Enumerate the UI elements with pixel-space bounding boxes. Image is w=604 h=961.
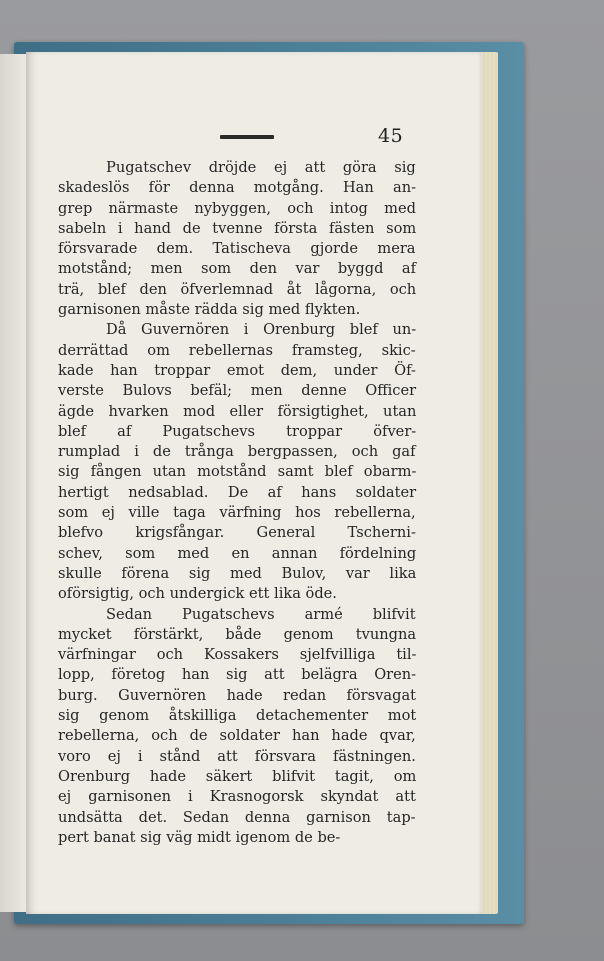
- text-line: som ej ville taga värfning hos rebellerna,: [58, 504, 416, 522]
- text-line: blef af Pugatschevs troppar öfver-: [58, 422, 417, 440]
- text-line: rumplad i de trånga bergpassen, och gaf: [58, 443, 416, 461]
- text-line: ej garnisonen i Krasnogorsk skyndat att: [58, 788, 416, 806]
- body-text: [58, 158, 416, 848]
- text-line: verste Bulovs befäl; men denne Officer: [58, 382, 417, 400]
- text-line: burg. Guvernören hade redan försvagat: [58, 686, 417, 704]
- text-line: mycket förstärkt, både genom tvungna: [58, 625, 417, 643]
- header-rule: [220, 135, 274, 139]
- text-line: rebellerna, och de soldater han hade qvar,: [58, 727, 416, 745]
- page-number: 45: [378, 125, 404, 147]
- text-line: Orenburg hade säkert blifvit tagit, om: [58, 767, 417, 785]
- text-line: garnisonen måste rädda sig med flykten.: [58, 301, 361, 319]
- text-line: Sedan Pugatschevs armé blifvit: [106, 605, 416, 623]
- text-line: undsätta det. Sedan denna garnison tap-: [58, 808, 416, 826]
- text-line: trä, blef den öfverlemnad åt lågorna, och: [58, 280, 417, 298]
- text-line: Då Guvernören i Orenburg blef un-: [106, 321, 417, 339]
- text-line: pert banat sig väg midt igenom de be-: [58, 828, 341, 846]
- text-line: derrättad om rebellernas framsteg, skic-: [58, 341, 416, 359]
- text-line: motstånd; men som den var byggd af: [58, 260, 417, 278]
- text-line: sig fången utan motstånd samt blef obarm-: [58, 463, 417, 481]
- text-line: schev, som med en annan fördelning: [58, 544, 417, 562]
- text-line: sabeln i hand de tvenne första fästen som: [58, 219, 417, 237]
- text-line: oförsigtig, och undergick ett lika öde.: [58, 585, 337, 603]
- text-line: lopp, företog han sig att belägra Oren-: [58, 666, 417, 684]
- text-line: värfningar och Kossakers sjelfvilliga til-: [58, 646, 417, 664]
- text-line: försvarade dem. Tatischeva gjorde mera: [58, 240, 416, 258]
- text-line: voro ej i stånd att försvara fästningen.: [58, 747, 416, 765]
- text-line: kade han troppar emot dem, under Öf-: [58, 361, 416, 379]
- text-line: ägde hvarken mod eller försigtighet, utan: [58, 402, 417, 420]
- text-line: skadeslös för denna motgång. Han an-: [58, 179, 417, 197]
- text-line: hertigt nedsablad. De af hans soldater: [58, 483, 417, 501]
- previous-page-edge: [0, 54, 27, 912]
- text-line: Pugatschev dröjde ej att göra sig: [106, 159, 416, 176]
- text-line: skulle förena sig med Bulov, var lika: [58, 564, 417, 582]
- text-line: grep närmaste nybyggen, och intog med: [58, 199, 416, 217]
- text-line: sig genom åtskilliga detachementer mot: [58, 707, 417, 725]
- text-line: blefvo krigsfångar. General Tscherni-: [58, 524, 416, 542]
